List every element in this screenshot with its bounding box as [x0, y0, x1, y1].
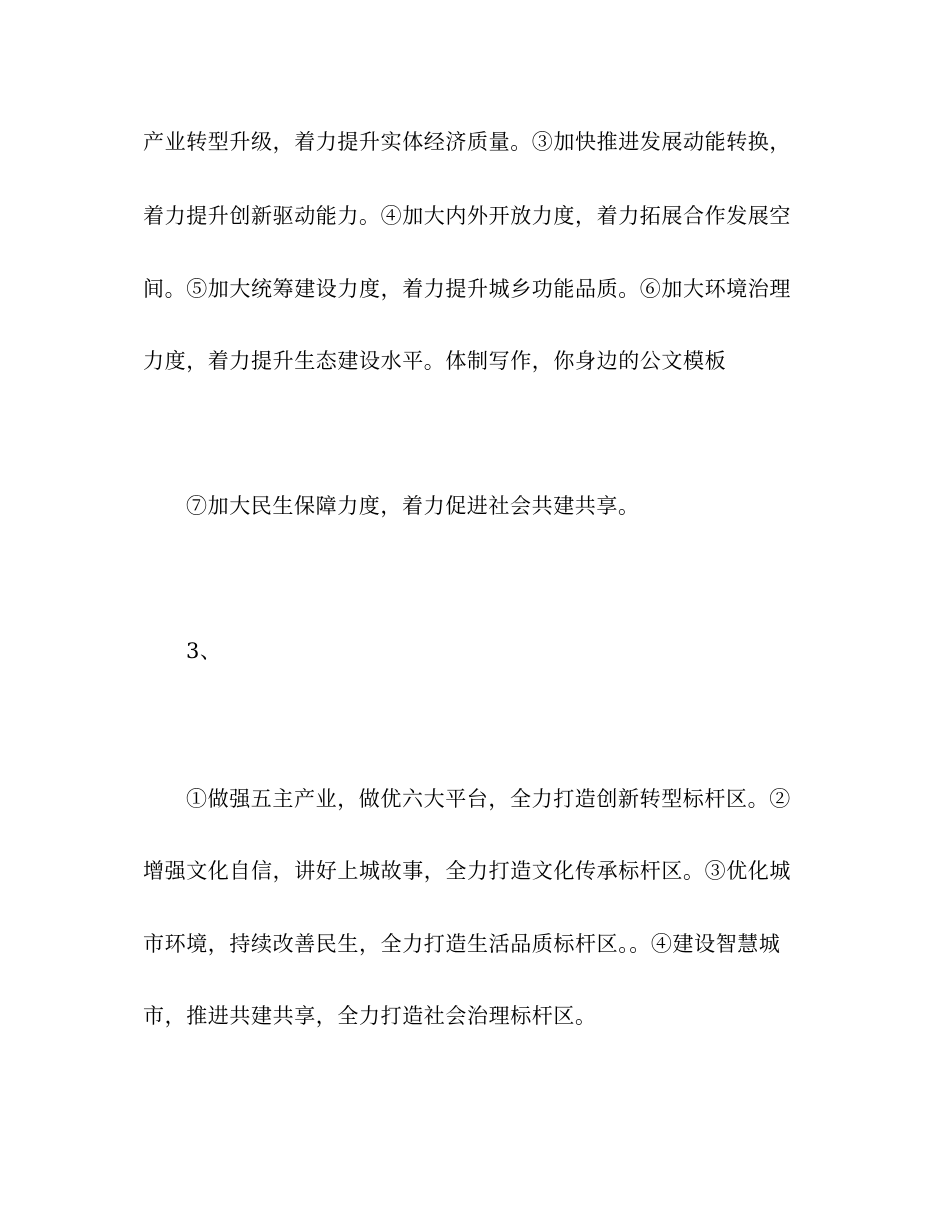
section-number-heading: 3、: [186, 639, 222, 663]
paragraph1-line-4: 力度，着力提升生态建设水平。体制写作，你身边的公文模板: [143, 349, 727, 373]
paragraph1-line-3: 间。⑤加大统筹建设力度，着力提升城乡功能品质。⑥加大环境治理: [143, 277, 791, 301]
paragraph2-line-1: ⑦加大民生保障力度，着力促进社会共建共享。: [186, 494, 640, 518]
paragraph3-line-1: ①做强五主产业，做优六大平台，全力打造创新转型标杆区。②: [186, 787, 791, 811]
paragraph3-line-4: 市，推进共建共享，全力打造社会治理标杆区。: [143, 1004, 597, 1028]
paragraph3-line-3: 市环境，持续改善民生，全力打造生活品质标杆区。。④建设智慧城: [143, 932, 781, 956]
paragraph1-line-1: 产业转型升级，着力提升实体经济质量。③加快推进发展动能转换，: [143, 130, 791, 154]
paragraph3-line-2: 增强文化自信，讲好上城故事，全力打造文化传承标杆区。③优化城: [143, 859, 791, 883]
paragraph1-line-2: 着力提升创新驱动能力。④加大内外开放力度，着力拓展合作发展空: [143, 204, 791, 228]
